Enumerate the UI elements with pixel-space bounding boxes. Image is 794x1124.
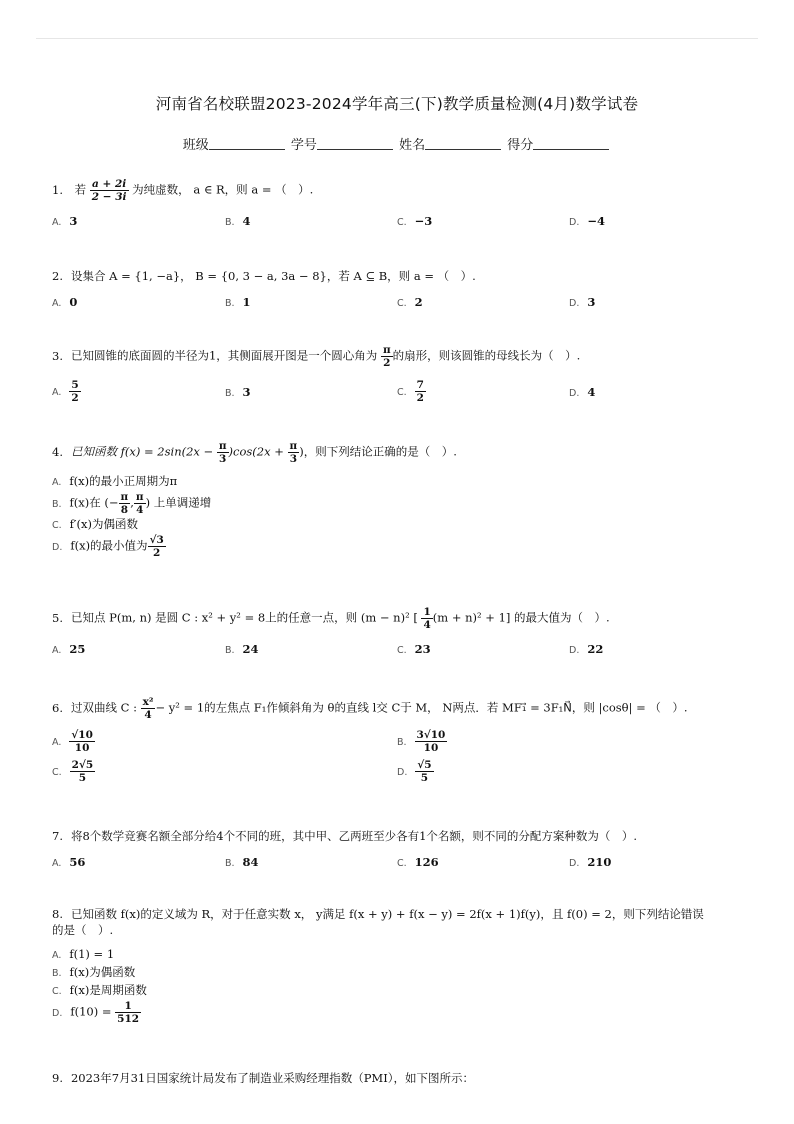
option-d[interactable]: D. −4 [569,214,605,228]
question-6 [52,696,758,789]
option-a[interactable]: A. f(1) = 1 [52,947,115,961]
fraction: $\frac{\pi}{2}$ [382,344,391,369]
option-d[interactable]: D. f(10) = $\frac{1}{512}$ [52,1000,140,1025]
question-1-options [52,213,758,231]
option-a[interactable]: A. 3 [52,214,78,228]
question-9-stem: 9. 2023年7月31日国家统计局发布了制造业采购经理指数（PMI），如下图所示： [52,1071,475,1085]
question-3-stem: 3. 已知圆锥的底面圆的半径为1，其侧面展开图是一个圆心角为 $\frac{\pi}{2}$ 的扇形，则该圆锥的母线长为（ ）. [52,344,581,369]
option-a[interactable]: A. $\frac{5}{2}$ [52,379,79,404]
option-c[interactable]: C. 2 [397,295,423,309]
score-label: 得分 [507,138,534,153]
question-7-stem: 7. 将8个数学竞赛名额全部分给4个不同的班，其中甲、乙两班至少各有1个名额，则不同的分配方案种数为（ ）. [52,829,638,843]
option-c[interactable]: C. $\frac{7}{2}$ [397,379,424,404]
question-6-options [52,729,758,789]
option-c[interactable]: C. $\frac{2√5}{5}$ [52,759,94,784]
option-a[interactable]: A. f(x)的最小正周期为π [52,474,178,488]
question-5-options [52,641,758,659]
option-c[interactable]: C. f(x)是周期函数 [52,983,147,997]
option-d[interactable]: D. 22 [569,642,604,656]
option-a[interactable]: A. $\frac{√10}{10}$ [52,729,93,754]
option-b[interactable]: B. f(x)在 (− $\frac{\pi}{8}$ , $\frac{\pi}{4}$ ) 上单调递增 [52,491,212,516]
question-5-stem: 5. 已知点 P(m, n) 是圆 C : x² + y² = 8上的任意一点，则 (m − n)² [ $\frac{1}{4}$ (m + n)² + 1] 的最大值为（ ）. [52,606,610,631]
question-1-stem: 1. 若 $\frac{a + 2i}{2 - 3i}$ 为纯虚数， a ∈ R，则 a = （ ）. [52,178,314,203]
option-b[interactable]: B. f(x)为偶函数 [52,965,136,979]
option-d[interactable]: D. 4 [569,385,596,399]
question-2-stem: 2. 设集合 A = {1, −a}， B = {0, 3 − a, 3a − 8}，若 A ⊆ B，则 a = （ ）. [52,269,476,283]
score-blank[interactable] [533,137,609,150]
question-4 [52,440,758,559]
option-b[interactable]: B. 84 [225,855,259,869]
question-4-options [52,473,758,559]
question-8-stem-cont: 的是（ ）. [52,923,114,937]
question-8 [52,906,758,1025]
option-b[interactable]: B. $\frac{3√10}{10}$ [397,729,446,754]
option-a[interactable]: A. 25 [52,642,86,656]
option-d[interactable]: D. 210 [569,855,612,869]
question-5 [52,606,758,659]
page-title: 河南省名校联盟2023-2024学年高三(下)教学质量检测(4月)数学试卷 [155,95,639,113]
option-a[interactable]: A. 56 [52,855,86,869]
class-label: 班级 [182,138,209,153]
question-2-options [52,294,758,312]
option-d[interactable]: D. f(x)的最小值为 $\frac{√3}{2}$ [52,534,164,559]
option-b[interactable]: B. 24 [225,642,259,656]
student-id-blank[interactable] [317,137,393,150]
option-c[interactable]: C. 126 [397,855,439,869]
question-3 [52,344,758,405]
header-divider [36,38,758,39]
question-6-stem: 6. 过双曲线 C : $\frac{\text{x²}}{4}$ − y² = 1的左焦点 F₁作倾斜角为 θ的直线 l交 C于 M， N两点．若 MF₁⃗ = 3F₁N⃗，则 |cosθ| = （ ）. [52,696,688,721]
question-8-stem: 8. 已知函数 f(x)的定义域为 R，对于任意实数 x， y满足 f(x + y) + f(x − y) = 2f(x + 1)f(y)，且 f(0) = 2，则下列结论错误 [52,907,704,921]
option-c[interactable]: C. −3 [397,214,433,228]
question-8-options [52,946,758,1025]
option-d[interactable]: D. $\frac{√5}{5}$ [397,759,432,784]
name-blank[interactable] [425,137,501,150]
option-b[interactable]: B. 4 [225,214,251,228]
name-label: 姓名 [399,138,426,153]
option-b[interactable]: B. 1 [225,295,251,309]
option-c[interactable]: C. 23 [397,642,431,656]
question-2 [52,268,758,312]
question-3-options [52,379,758,405]
option-d[interactable]: D. 3 [569,295,596,309]
option-c[interactable]: C. f′(x)为偶函数 [52,517,138,531]
class-blank[interactable] [209,137,285,150]
question-7 [52,828,758,872]
student-info-line [0,134,794,153]
student-id-label: 学号 [290,138,317,153]
option-b[interactable]: B. 3 [225,385,251,399]
fraction: $\frac{a + 2i}{2 - 3i}$ [91,178,127,203]
question-1 [52,178,758,231]
question-7-options [52,854,758,872]
question-9 [52,1070,758,1086]
option-a[interactable]: A. 0 [52,295,78,309]
question-4-stem: 4. 已知函数 f(x) = 2sin(2x − $\frac{\pi}{3}$ )cos(2x + $\frac{\pi}{3}$ )，则下列结论正确的是（ ）. [52,440,457,465]
